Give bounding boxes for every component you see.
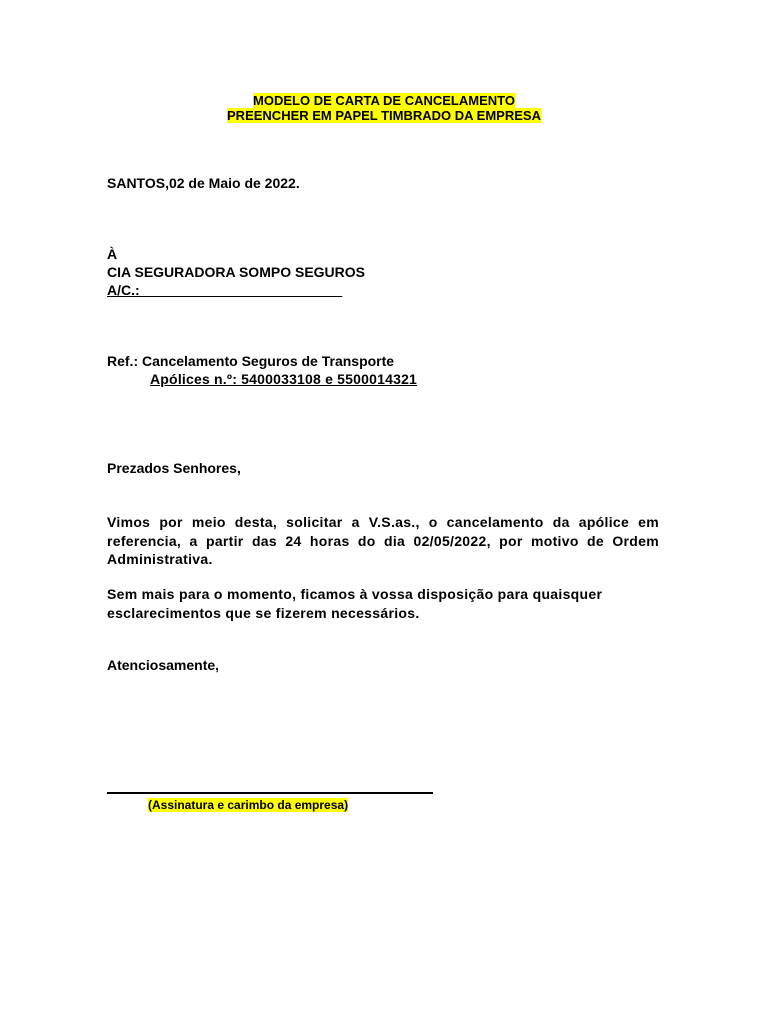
salutation: Prezados Senhores, — [107, 460, 241, 476]
header-title-text: MODELO DE CARTA DE CANCELAMENTO — [253, 93, 515, 108]
date-line: SANTOS,02 de Maio de 2022. — [107, 175, 300, 191]
recipient-to: À — [107, 246, 118, 262]
header-title-line2 — [0, 108, 768, 123]
header-title-line1 — [0, 93, 768, 108]
recipient-company: CIA SEGURADORA SOMPO SEGUROS — [107, 264, 365, 280]
reference-policies: Apólices n.º: 5400033108 e 5500014321 — [150, 371, 418, 387]
signature-caption-text: (Assinatura e carimbo da empresa) — [148, 798, 349, 812]
reference-subject: Ref.: Cancelamento Seguros de Transporte — [107, 353, 395, 369]
header-subtitle-text: PREENCHER EM PAPEL TIMBRADO DA EMPRESA — [227, 108, 541, 123]
body-paragraph-1: Vimos por meio desta, solicitar a V.S.as., o cancelamento da apólice em referencia, a partir das 24 horas do dia 02/05/2022, por motivo de Ordem Administrativa. — [107, 514, 659, 567]
signature-caption — [148, 798, 348, 812]
body-paragraph-2: Sem mais para o momento, ficamos à vossa disposição para quaisquer esclarecimentos que se fizerem necessários. — [107, 586, 603, 621]
closing: Atenciosamente, — [107, 657, 220, 673]
recipient-attention: A/C.:__________________________ — [107, 282, 343, 298]
signature-line — [107, 792, 433, 794]
